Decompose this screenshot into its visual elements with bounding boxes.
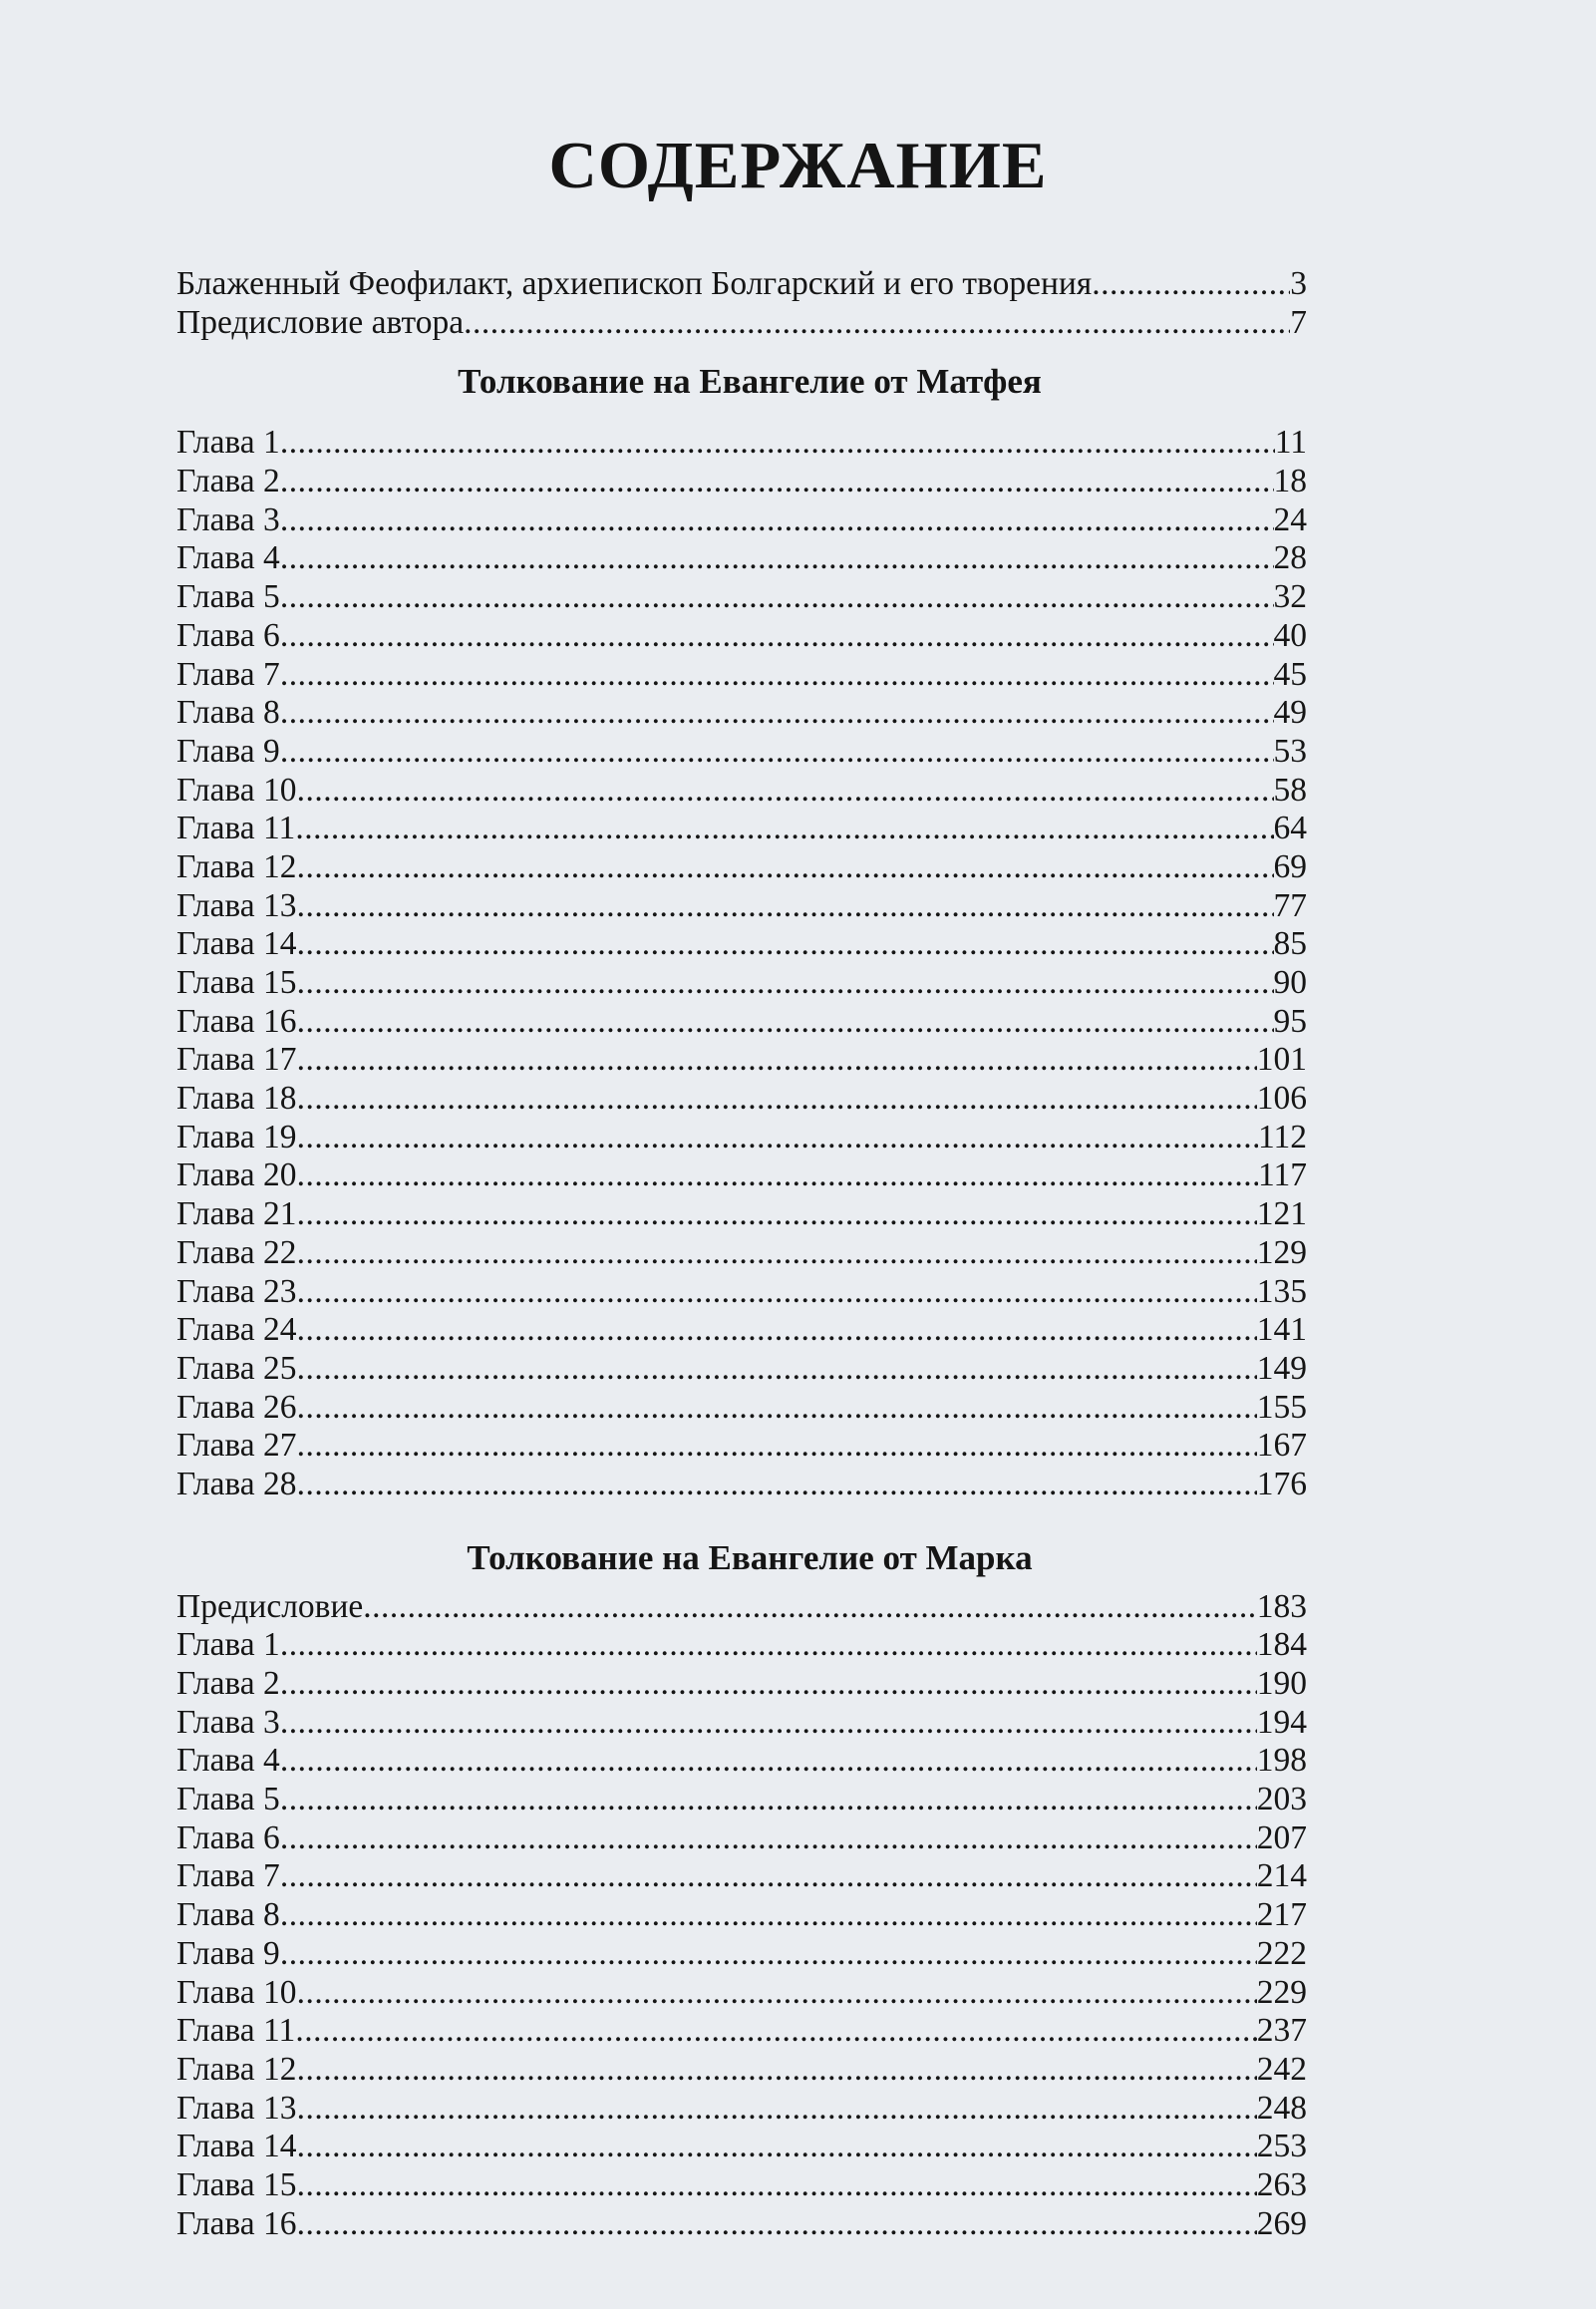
toc-entry xyxy=(176,578,1307,617)
toc-entry-label: Глава 16 xyxy=(176,1002,297,1040)
toc-leader-dots xyxy=(297,2090,1257,2129)
toc-entry-label: Предисловие xyxy=(176,1587,364,1625)
toc-leader-dots xyxy=(280,1896,1257,1935)
toc-entry xyxy=(176,656,1307,695)
toc-entry-page-number: 198 xyxy=(1256,1742,1307,1780)
toc-entry-label: Глава 23 xyxy=(176,1272,297,1310)
toc-entry xyxy=(176,1896,1307,1935)
toc-leader-dots xyxy=(297,1041,1257,1080)
toc-leader-dots xyxy=(297,964,1274,1003)
toc-leader-dots xyxy=(280,656,1274,695)
toc-entry-page-number: 40 xyxy=(1273,616,1307,654)
toc-entry xyxy=(176,1080,1307,1119)
toc-leader-dots xyxy=(280,1935,1257,1974)
toc-leader-dots xyxy=(280,463,1274,501)
toc-entry xyxy=(176,772,1307,811)
toc-leader-dots xyxy=(280,424,1275,463)
toc-entry xyxy=(176,694,1307,733)
toc-entry xyxy=(176,810,1307,848)
toc-entry xyxy=(176,539,1307,578)
toc-entry-page-number: 85 xyxy=(1273,925,1307,963)
toc-entry-page-number: 149 xyxy=(1256,1349,1307,1387)
toc-entry-label: Глава 15 xyxy=(176,2165,297,2203)
toc-entry-label: Глава 1 xyxy=(176,424,280,462)
toc-entry-label: Глава 3 xyxy=(176,1703,280,1741)
toc-leader-dots xyxy=(280,1781,1257,1819)
toc-entry xyxy=(176,463,1307,501)
toc-leader-dots xyxy=(297,1311,1257,1350)
toc-leader-dots xyxy=(280,1626,1257,1665)
toc-entry xyxy=(176,1350,1307,1389)
toc-entry-page-number: 190 xyxy=(1256,1665,1307,1702)
toc-entry-page-number: 101 xyxy=(1256,1041,1307,1079)
toc-leader-dots xyxy=(297,887,1274,926)
toc-leader-dots xyxy=(297,1080,1257,1119)
toc-entry xyxy=(176,1588,1307,1627)
section-list-matthew xyxy=(176,424,1307,1503)
table-of-contents xyxy=(176,265,1307,2243)
toc-entry xyxy=(176,1466,1307,1504)
toc-entry-page-number: 7 xyxy=(1290,303,1307,341)
toc-entry-page-number: 112 xyxy=(1257,1118,1307,1155)
toc-entry-page-number: 207 xyxy=(1256,1818,1307,1856)
toc-entry-page-number: 194 xyxy=(1256,1703,1307,1741)
toc-entry xyxy=(176,424,1307,463)
toc-leader-dots xyxy=(297,1350,1257,1389)
toc-entry-label: Предисловие автора xyxy=(176,303,465,341)
toc-leader-dots xyxy=(280,1665,1257,1704)
toc-entry-label: Глава 10 xyxy=(176,771,297,809)
toc-entry xyxy=(176,1427,1307,1466)
toc-leader-dots xyxy=(297,925,1274,964)
toc-entry-label: Глава 4 xyxy=(176,1742,280,1780)
toc-entry xyxy=(176,1389,1307,1428)
toc-entry-label: Глава 11 xyxy=(176,810,296,847)
toc-entry xyxy=(176,1626,1307,1665)
toc-entry xyxy=(176,848,1307,887)
toc-entry-page-number: 135 xyxy=(1256,1272,1307,1310)
toc-entry-page-number: 141 xyxy=(1256,1311,1307,1349)
toc-leader-dots xyxy=(297,848,1274,887)
toc-entry xyxy=(176,1819,1307,1858)
toc-entry xyxy=(176,1857,1307,1896)
toc-entry-label: Глава 9 xyxy=(176,1934,280,1972)
toc-entry xyxy=(176,1273,1307,1312)
toc-entry xyxy=(176,733,1307,772)
toc-leader-dots xyxy=(297,1273,1257,1312)
toc-entry-page-number: 214 xyxy=(1256,1857,1307,1895)
toc-entry-page-number: 64 xyxy=(1273,810,1307,847)
toc-entry-page-number: 18 xyxy=(1273,463,1307,500)
toc-entry-page-number: 28 xyxy=(1273,539,1307,577)
toc-entry xyxy=(176,2051,1307,2090)
toc-leader-dots xyxy=(297,1974,1257,2013)
toc-entry-page-number: 253 xyxy=(1256,2128,1307,2165)
toc-entry-label: Глава 13 xyxy=(176,886,297,924)
toc-entry-label: Глава 16 xyxy=(176,2204,297,2242)
toc-entry-label: Глава 10 xyxy=(176,1973,297,2011)
toc-entry-label: Глава 25 xyxy=(176,1349,297,1387)
toc-entry-label: Глава 17 xyxy=(176,1041,297,1079)
toc-entry-label: Глава 12 xyxy=(176,847,297,885)
toc-leader-dots xyxy=(297,1195,1257,1234)
toc-entry-label: Глава 2 xyxy=(176,463,280,500)
toc-entry-page-number: 11 xyxy=(1274,424,1307,462)
section-list-mark xyxy=(176,1588,1307,2244)
toc-entry-label: Глава 9 xyxy=(176,732,280,770)
toc-entry xyxy=(176,1041,1307,1080)
toc-entry-label: Глава 5 xyxy=(176,578,280,616)
toc-entry-page-number: 90 xyxy=(1273,964,1307,1001)
toc-entry-page-number: 222 xyxy=(1256,1934,1307,1972)
section-heading-mark: Толкование на Евангелие от Марка xyxy=(467,1537,1033,1577)
toc-entry-page-number: 3 xyxy=(1290,265,1307,302)
toc-entry-page-number: 45 xyxy=(1273,655,1307,693)
toc-leader-dots xyxy=(297,1389,1257,1428)
toc-entry xyxy=(176,1935,1307,1974)
toc-entry-label: Глава 15 xyxy=(176,964,297,1001)
toc-entry-page-number: 121 xyxy=(1256,1195,1307,1233)
toc-leader-dots xyxy=(297,2166,1257,2205)
toc-entry-page-number: 24 xyxy=(1273,500,1307,538)
toc-entry-page-number: 49 xyxy=(1273,694,1307,732)
toc-entry-page-number: 176 xyxy=(1256,1465,1307,1502)
toc-leader-dots xyxy=(280,578,1274,617)
toc-entry xyxy=(176,1665,1307,1704)
toc-entry xyxy=(176,617,1307,656)
toc-leader-dots xyxy=(280,501,1274,540)
toc-leader-dots xyxy=(1092,265,1290,304)
toc-entry-label: Глава 7 xyxy=(176,1857,280,1895)
toc-entry-page-number: 217 xyxy=(1256,1896,1307,1934)
toc-leader-dots xyxy=(297,772,1274,811)
toc-entry-page-number: 167 xyxy=(1256,1427,1307,1465)
toc-entry-label: Глава 1 xyxy=(176,1626,280,1664)
toc-leader-dots xyxy=(280,539,1274,578)
toc-entry-page-number: 248 xyxy=(1256,2089,1307,2127)
toc-leader-dots xyxy=(297,1119,1258,1157)
toc-leader-dots xyxy=(280,1857,1257,1896)
toc-entry-page-number: 242 xyxy=(1256,2050,1307,2088)
toc-entry xyxy=(176,925,1307,964)
toc-leader-dots xyxy=(464,304,1290,343)
toc-entry xyxy=(176,2205,1307,2244)
toc-entry xyxy=(176,1119,1307,1157)
toc-entry-label: Глава 28 xyxy=(176,1465,297,1502)
toc-entry-label: Глава 6 xyxy=(176,616,280,654)
toc-entry xyxy=(176,2128,1307,2166)
toc-entry-page-number: 183 xyxy=(1256,1587,1307,1625)
toc-entry-page-number: 237 xyxy=(1256,2012,1307,2050)
toc-entry-label: Глава 8 xyxy=(176,1896,280,1934)
toc-entry-page-number: 69 xyxy=(1273,847,1307,885)
toc-entry xyxy=(176,964,1307,1003)
toc-leader-dots xyxy=(297,2205,1257,2244)
toc-entry xyxy=(176,501,1307,540)
toc-entry-label: Глава 19 xyxy=(176,1118,297,1155)
toc-entry-label: Глава 13 xyxy=(176,2089,297,2127)
toc-entry xyxy=(176,2012,1307,2051)
toc-entry-page-number: 269 xyxy=(1256,2204,1307,2242)
toc-entry xyxy=(176,1003,1307,1042)
toc-entry xyxy=(176,887,1307,926)
toc-entry xyxy=(176,304,1307,343)
toc-entry xyxy=(176,1156,1307,1195)
toc-entry-page-number: 106 xyxy=(1256,1080,1307,1118)
toc-leader-dots xyxy=(297,1003,1274,1042)
toc-entry-label: Глава 8 xyxy=(176,694,280,732)
toc-entry-label: Глава 26 xyxy=(176,1388,297,1426)
toc-entry-label: Глава 22 xyxy=(176,1233,297,1271)
toc-leader-dots xyxy=(297,1156,1258,1195)
toc-entry-label: Глава 3 xyxy=(176,500,280,538)
toc-entry-label: Глава 14 xyxy=(176,2128,297,2165)
toc-leader-dots xyxy=(297,2128,1257,2166)
toc-leader-dots xyxy=(363,1588,1256,1627)
toc-leader-dots xyxy=(295,2012,1256,2051)
toc-entry-page-number: 129 xyxy=(1256,1233,1307,1271)
toc-entry-label: Глава 12 xyxy=(176,2050,297,2088)
toc-leader-dots xyxy=(297,1427,1257,1466)
toc-entry-label: Глава 11 xyxy=(176,2012,296,2050)
toc-entry xyxy=(176,1742,1307,1781)
toc-entry xyxy=(176,2090,1307,2129)
toc-entry xyxy=(176,1704,1307,1743)
toc-entry-label: Глава 7 xyxy=(176,655,280,693)
front-matter-list xyxy=(176,265,1307,342)
toc-entry-label: Глава 2 xyxy=(176,1665,280,1702)
toc-entry-page-number: 229 xyxy=(1256,1973,1307,2011)
toc-entry-label: Глава 27 xyxy=(176,1427,297,1465)
toc-entry-label: Глава 14 xyxy=(176,925,297,963)
toc-entry-page-number: 203 xyxy=(1256,1781,1307,1818)
toc-leader-dots xyxy=(280,1819,1257,1858)
toc-entry-label: Глава 5 xyxy=(176,1781,280,1818)
toc-entry-label: Глава 21 xyxy=(176,1195,297,1233)
toc-entry-page-number: 58 xyxy=(1273,771,1307,809)
toc-leader-dots xyxy=(297,1466,1257,1504)
toc-entry-page-number: 155 xyxy=(1256,1388,1307,1426)
toc-entry xyxy=(176,1781,1307,1819)
toc-entry-page-number: 95 xyxy=(1273,1002,1307,1040)
toc-entry-page-number: 117 xyxy=(1257,1156,1307,1194)
toc-entry-label: Глава 24 xyxy=(176,1311,297,1349)
toc-entry xyxy=(176,1195,1307,1234)
toc-entry xyxy=(176,1234,1307,1273)
toc-leader-dots xyxy=(295,810,1273,848)
section-heading-matthew: Толкование на Евангелие от Матфея xyxy=(458,362,1042,402)
toc-entry-label: Глава 4 xyxy=(176,539,280,577)
toc-entry-page-number: 53 xyxy=(1273,732,1307,770)
toc-leader-dots xyxy=(280,733,1274,772)
toc-entry-page-number: 263 xyxy=(1256,2165,1307,2203)
toc-entry xyxy=(176,1974,1307,2013)
toc-leader-dots xyxy=(280,617,1274,656)
toc-entry-label: Глава 20 xyxy=(176,1156,297,1194)
toc-entry xyxy=(176,1311,1307,1350)
toc-entry-page-number: 32 xyxy=(1273,578,1307,616)
toc-entry-page-number: 184 xyxy=(1256,1626,1307,1664)
toc-entry-label: Блаженный Феофилакт, архиепископ Болгарский и его творения xyxy=(176,265,1093,302)
toc-leader-dots xyxy=(297,2051,1257,2090)
toc-leader-dots xyxy=(280,1742,1257,1781)
toc-leader-dots xyxy=(280,1704,1257,1743)
toc-entry xyxy=(176,2166,1307,2205)
toc-leader-dots xyxy=(280,694,1274,733)
toc-entry-label: Глава 18 xyxy=(176,1080,297,1118)
toc-entry xyxy=(176,265,1307,304)
page-title: СОДЕРЖАНИЕ xyxy=(548,129,1048,202)
toc-leader-dots xyxy=(297,1234,1257,1273)
toc-entry-page-number: 77 xyxy=(1273,886,1307,924)
toc-entry-label: Глава 6 xyxy=(176,1818,280,1856)
